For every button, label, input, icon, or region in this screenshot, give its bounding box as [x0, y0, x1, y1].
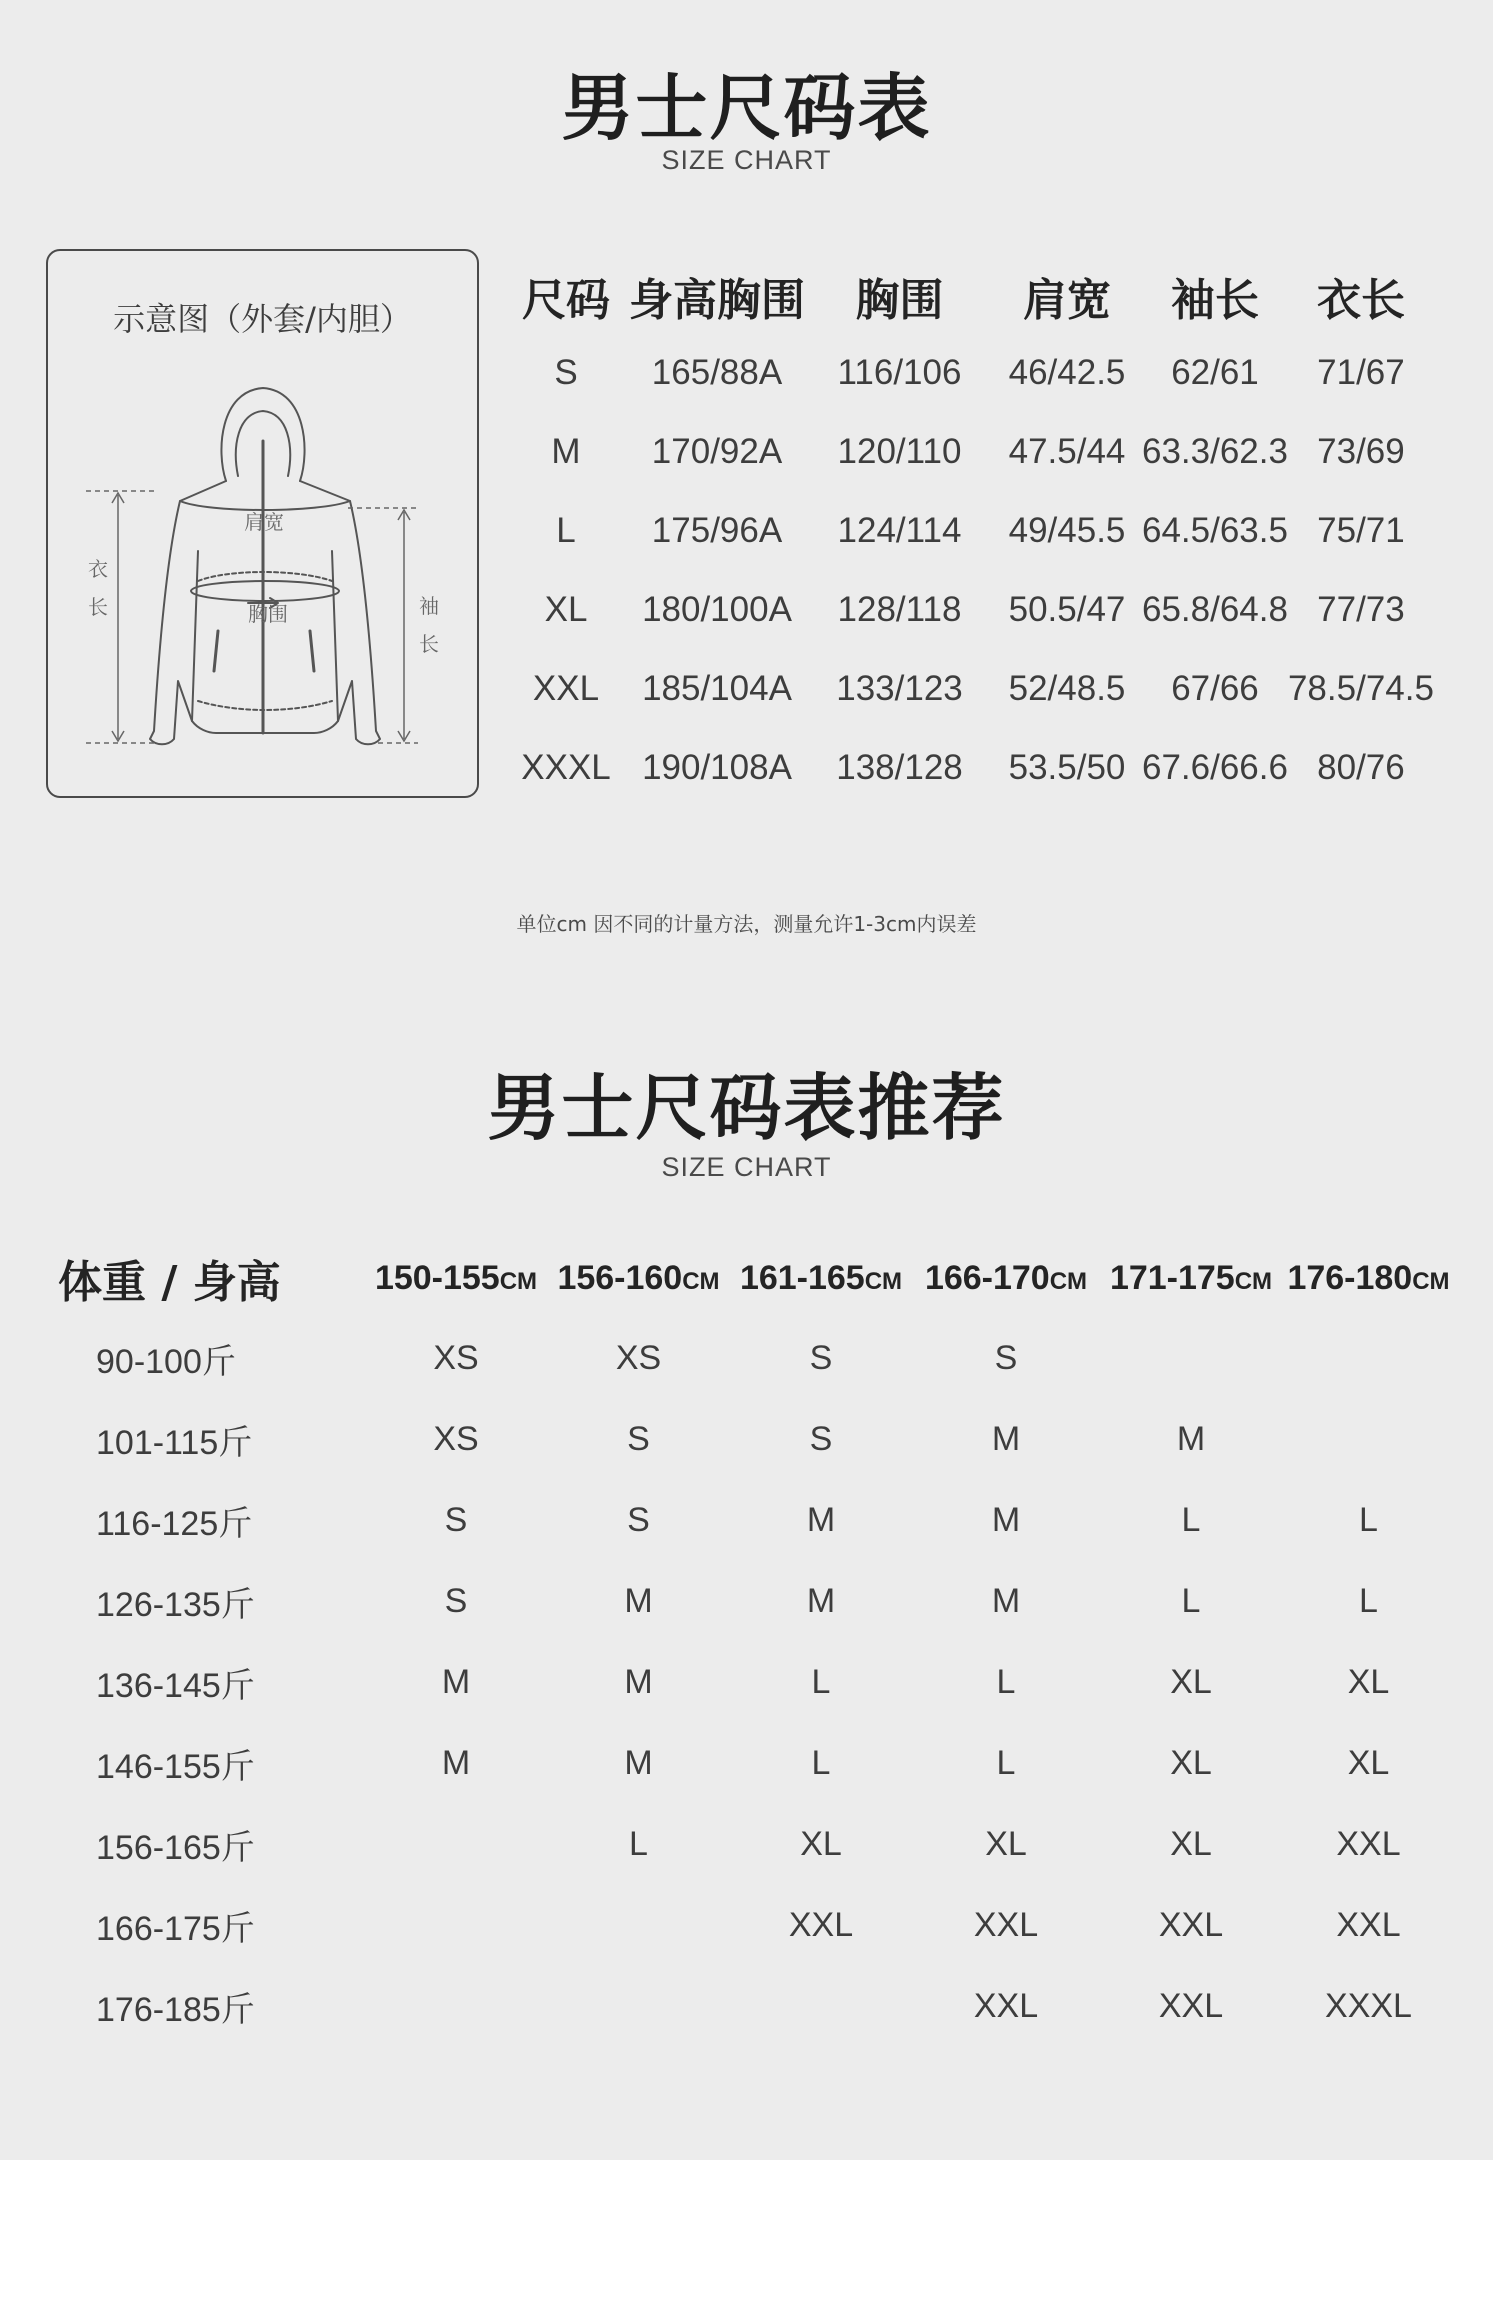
height-unit: CM [864, 1267, 903, 1295]
height-range-value: 171-175 [1109, 1258, 1235, 1297]
header-height-range [731, 1238, 911, 1318]
cell-height-chest: 175/96A [651, 510, 783, 550]
recommended-size: XXXL [1325, 1987, 1412, 2025]
header-height-range [366, 1238, 546, 1318]
cell-height-chest: 180/100A [642, 589, 792, 629]
table-row [505, 333, 1434, 412]
table-row [505, 649, 1434, 728]
recommended-size: M [624, 1744, 653, 1782]
recommended-size: L [1359, 1582, 1378, 1620]
recommend-table-header [58, 1238, 1456, 1318]
label-chest: 胸围 [248, 602, 288, 626]
recommend-title: 男士尺码表推荐 [487, 1066, 1006, 1150]
height-range-value: 150-155 [374, 1258, 500, 1297]
recommended-size: L [1181, 1582, 1201, 1620]
header-size: 尺码 [522, 274, 610, 326]
recommended-size: XS [433, 1420, 479, 1458]
recommended-size: XL [800, 1825, 842, 1863]
cell-shoulder: 53.5/50 [1008, 747, 1126, 787]
measurement-note: 单位cm 因不同的计量方法，测量允许1-3cm内误差 [516, 912, 977, 936]
recommended-size [366, 1804, 546, 1885]
cell-height-chest: 185/104A [642, 668, 792, 708]
height-unit: CM [499, 1267, 538, 1295]
header-height-chest: 身高胸围 [629, 274, 805, 326]
recommended-size: XXL [1158, 1906, 1224, 1944]
table-row [505, 412, 1434, 491]
weight-range: 126-135斤 [96, 1586, 255, 1624]
recommend-subtitle: SIZE CHART [661, 1152, 832, 1182]
recommended-size: XL [1347, 1663, 1390, 1701]
header-height-range [1281, 1238, 1456, 1318]
height-range-value: 166-170 [924, 1258, 1050, 1297]
recommended-size [1281, 1399, 1456, 1480]
height-range-value: 176-180 [1287, 1258, 1413, 1297]
recommended-size: M [806, 1582, 836, 1620]
cell-chest: 124/114 [837, 510, 962, 550]
cell-chest: 128/118 [837, 589, 962, 629]
size-table [505, 258, 1434, 807]
label-sleeve-2: 长 [419, 632, 439, 656]
recommended-size: XXL [1158, 1987, 1224, 2025]
recommended-size: L [1181, 1501, 1201, 1539]
recommended-size: XXL [973, 1906, 1039, 1944]
recommended-size: M [806, 1501, 836, 1539]
recommended-size: S [444, 1501, 468, 1539]
recommended-size: S [444, 1582, 468, 1620]
recommended-size: L [629, 1825, 648, 1863]
cell-sleeve: 62/61 [1171, 352, 1259, 392]
cell-size: S [554, 352, 578, 392]
recommended-size: XXL [1336, 1906, 1401, 1944]
recommended-size: L [1359, 1501, 1378, 1539]
recommended-size [366, 1966, 546, 2047]
cell-sleeve: 63.3/62.3 [1142, 431, 1288, 471]
cell-chest: 133/123 [836, 668, 963, 708]
table-row [58, 1399, 1456, 1480]
cell-length: 71/67 [1317, 352, 1405, 392]
height-unit: CM [1049, 1267, 1088, 1295]
table-row [58, 1804, 1456, 1885]
weight-range: 176-185斤 [96, 1991, 255, 2029]
table-row [58, 1561, 1456, 1642]
label-length-2: 长 [88, 595, 108, 619]
table-row [58, 1480, 1456, 1561]
header-shoulder: 肩宽 [1023, 274, 1111, 326]
recommended-size: M [991, 1420, 1021, 1458]
cell-shoulder: 50.5/47 [1008, 589, 1126, 629]
recommended-size: XL [1170, 1663, 1212, 1701]
header-sleeve: 袖长 [1170, 274, 1259, 326]
recommended-size: S [627, 1501, 650, 1539]
recommended-size: XL [1170, 1744, 1212, 1782]
cell-sleeve: 67.6/66.6 [1142, 747, 1288, 787]
recommend-table [58, 1238, 1456, 2047]
cell-chest: 120/110 [837, 431, 962, 471]
header-length: 衣长 [1316, 274, 1405, 326]
height-range-value: 156-160 [557, 1258, 683, 1297]
cell-height-chest: 165/88A [651, 352, 783, 392]
yoke-line [180, 501, 350, 510]
jacket-illustration [48, 251, 481, 800]
recommended-size: S [809, 1339, 833, 1377]
header-chest: 胸围 [855, 274, 944, 326]
cell-chest: 116/106 [837, 352, 962, 392]
table-row [58, 1885, 1456, 1966]
cell-chest: 138/128 [836, 747, 963, 787]
height-unit: CM [682, 1267, 720, 1295]
header-weight-height: 体重 / 身高 [58, 1257, 281, 1308]
recommended-size: M [624, 1582, 653, 1620]
table-row [505, 728, 1434, 807]
recommended-size: M [441, 1663, 471, 1701]
cell-shoulder: 49/45.5 [1008, 510, 1126, 550]
weight-range: 146-155斤 [96, 1748, 255, 1786]
recommended-size [366, 1885, 546, 1966]
recommended-size: XXL [1336, 1825, 1401, 1863]
recommended-size: S [809, 1420, 833, 1458]
cell-shoulder: 47.5/44 [1008, 431, 1126, 471]
recommended-size: L [996, 1663, 1016, 1701]
cell-sleeve: 65.8/64.8 [1142, 589, 1288, 629]
jacket-diagram [46, 249, 479, 798]
cell-length: 78.5/74.5 [1287, 668, 1434, 708]
recommended-size: L [811, 1663, 831, 1701]
height-unit: CM [1412, 1267, 1450, 1295]
height-unit: CM [1234, 1267, 1273, 1295]
recommended-size: XXL [788, 1906, 854, 1944]
recommended-size: M [991, 1582, 1021, 1620]
cell-sleeve: 67/66 [1171, 668, 1259, 708]
cell-size: XXL [532, 668, 600, 708]
diagram-caption: 示意图（外套/内胆） [113, 300, 412, 338]
recommended-size: L [811, 1744, 831, 1782]
size-table-header [505, 258, 1434, 333]
recommended-size: M [1176, 1420, 1206, 1458]
cell-size: XXXL [521, 747, 611, 787]
size-chart-subtitle: SIZE CHART [661, 145, 832, 175]
recommended-size: M [624, 1663, 653, 1701]
cell-height-chest: 170/92A [651, 431, 783, 471]
height-range-value: 161-165 [739, 1258, 865, 1297]
recommended-size: S [994, 1339, 1018, 1377]
recommended-size: L [996, 1744, 1016, 1782]
recommended-size: XXL [973, 1987, 1039, 2025]
label-sleeve-1: 袖 [419, 594, 439, 618]
weight-range: 101-115斤 [96, 1424, 253, 1462]
table-row [58, 1723, 1456, 1804]
cell-length: 75/71 [1317, 510, 1405, 550]
weight-range: 116-125斤 [96, 1505, 253, 1543]
cell-size: L [556, 510, 576, 550]
recommended-size: XL [1170, 1825, 1212, 1863]
cell-sleeve: 64.5/63.5 [1142, 510, 1288, 550]
recommended-size [546, 1966, 731, 2047]
recommended-size [1281, 1318, 1456, 1399]
label-length-1: 衣 [88, 557, 108, 581]
weight-range: 136-145斤 [96, 1667, 255, 1705]
size-chart-title: 男士尺码表 [561, 66, 932, 150]
header-height-range [546, 1238, 731, 1318]
table-row [58, 1318, 1456, 1399]
weight-range: 156-165斤 [96, 1829, 255, 1867]
recommended-size: XL [985, 1825, 1027, 1863]
table-row [58, 1642, 1456, 1723]
recommended-size: XS [433, 1339, 479, 1377]
header-height-range [1101, 1238, 1281, 1318]
cell-shoulder: 52/48.5 [1008, 668, 1126, 708]
weight-range: 90-100斤 [96, 1343, 236, 1381]
weight-range: 166-175斤 [96, 1910, 255, 1948]
cell-height-chest: 190/108A [642, 747, 792, 787]
table-row [505, 570, 1434, 649]
recommended-size [1101, 1318, 1281, 1399]
recommended-size [546, 1885, 731, 1966]
table-row [505, 491, 1434, 570]
cell-size: M [551, 431, 581, 471]
recommended-size [731, 1966, 911, 2047]
recommended-size: M [441, 1744, 471, 1782]
recommended-size: S [627, 1420, 650, 1458]
recommended-size: XL [1347, 1744, 1390, 1782]
label-shoulder: 肩宽 [244, 510, 284, 534]
header-height-range [911, 1238, 1101, 1318]
cell-size: XL [544, 589, 588, 629]
cell-length: 80/76 [1317, 747, 1405, 787]
recommended-size: XS [615, 1339, 662, 1377]
recommended-size: M [991, 1501, 1021, 1539]
cell-length: 77/73 [1317, 589, 1405, 629]
table-row [58, 1966, 1456, 2047]
cell-length: 73/69 [1317, 431, 1405, 471]
cell-shoulder: 46/42.5 [1008, 352, 1126, 392]
